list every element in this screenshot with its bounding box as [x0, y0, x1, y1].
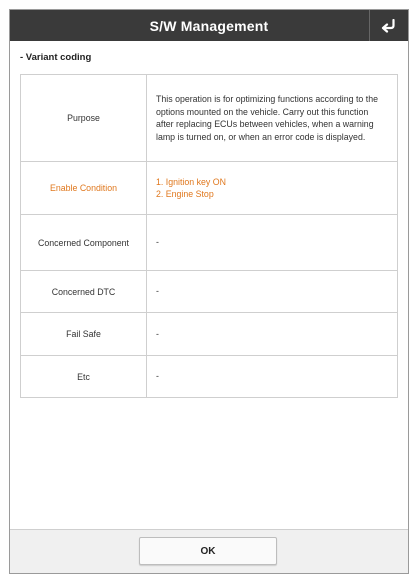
- back-button[interactable]: [369, 10, 408, 41]
- table-row: [21, 356, 398, 398]
- row-label-concerned-dtc: Concerned DTC: [21, 271, 147, 313]
- footer-bar: [10, 529, 408, 573]
- row-label-purpose: Purpose: [21, 75, 147, 162]
- title-bar: [10, 10, 408, 41]
- row-value-etc: -: [147, 356, 398, 398]
- row-value-fail-safe: -: [147, 313, 398, 356]
- enable-condition-line: 2. Engine Stop: [156, 189, 214, 199]
- return-arrow-icon: [381, 19, 397, 33]
- row-label-etc: Etc: [21, 356, 147, 398]
- window-title: S/W Management: [149, 17, 269, 34]
- info-table: [20, 74, 398, 398]
- row-value-purpose: This operation is for optimizing functions according to the options mounted on the vehicle. Carry out this function after replacing ECUs between vehicles, when a warning lamp is turned on, or when an error code is displayed.: [147, 75, 398, 162]
- table-row: [21, 75, 398, 162]
- table-row: [21, 162, 398, 215]
- section-title: - Variant coding: [20, 52, 92, 63]
- row-value-enable-condition: [147, 162, 398, 215]
- row-label-fail-safe: Fail Safe: [21, 313, 147, 356]
- table-row: [21, 313, 398, 356]
- row-value-concerned-component: -: [147, 215, 398, 271]
- enable-condition-line: 1. Ignition key ON: [156, 176, 226, 187]
- table-row: [21, 271, 398, 313]
- sw-management-window: [9, 9, 409, 574]
- table-row: [21, 215, 398, 271]
- row-value-concerned-dtc: -: [147, 271, 398, 313]
- row-label-enable-condition: Enable Condition: [21, 162, 147, 215]
- row-label-concerned-component: Concerned Component: [21, 215, 147, 271]
- ok-button[interactable]: OK: [139, 537, 277, 565]
